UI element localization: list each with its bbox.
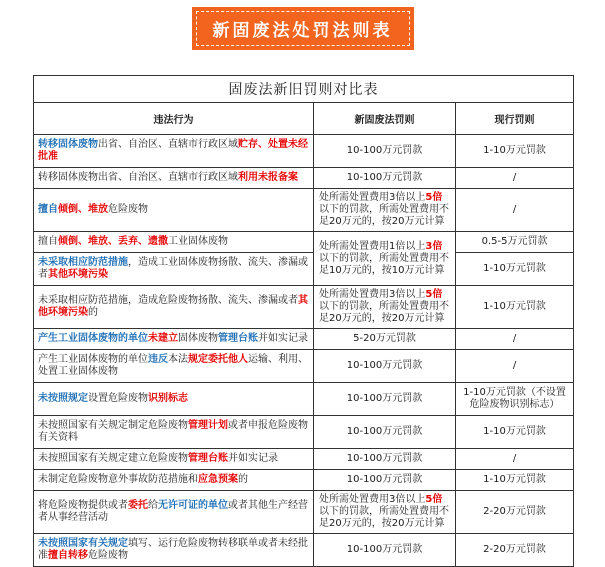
- new-penalty-cell: [314, 135, 456, 168]
- new-penalty-cell: [314, 470, 456, 491]
- table-title: 固废法新旧罚则对比表: [34, 76, 574, 103]
- text-segment-blue: 无许可证的单位: [158, 500, 228, 511]
- table-row: [34, 189, 574, 232]
- text-segment-black: 或者申报危险废物有关资料: [38, 420, 308, 443]
- text-segment-black: 工业固体废物: [168, 236, 228, 247]
- text-segment-red: 利用未报备案: [238, 172, 298, 183]
- text-segment-red: 5倍: [425, 494, 443, 505]
- text-segment-black: 固体废物: [178, 333, 218, 344]
- text-segment-black: 10-100万元罚款: [346, 172, 423, 183]
- table-row: [34, 253, 574, 286]
- page-banner: [193, 8, 413, 49]
- text-segment-black: 设置危险废物: [88, 393, 148, 404]
- table-body: [34, 76, 574, 567]
- new-penalty-cell: [314, 383, 456, 416]
- behavior-cell: [34, 416, 314, 449]
- table-row: [34, 449, 574, 470]
- behavior-cell: [34, 168, 314, 189]
- text-segment-red: 其他环境污染: [48, 269, 108, 280]
- old-penalty-cell: 1-10万元罚款（不设置危险废物识别标志）: [456, 383, 574, 416]
- behavior-cell: [34, 329, 314, 350]
- table-title-row: [34, 76, 574, 103]
- text-segment-black: 以下的罚款，所需处置费用不足20万元的，按20万元计算: [319, 204, 449, 227]
- text-segment-black: 10-100万元罚款: [346, 145, 423, 156]
- table-row: [34, 168, 574, 189]
- text-segment-red: 5倍: [425, 192, 443, 203]
- text-segment-black: 转移固体废物出省、自治区、直辖市行政区域: [38, 172, 238, 183]
- column-header-old-penalty: 现行罚则: [456, 103, 574, 135]
- text-segment-black: 以下的罚款，所需处置费用不足20万元的，按20万元计算: [319, 506, 449, 529]
- text-segment-black: 将危险废物提供或者: [38, 500, 128, 511]
- text-segment-red: 5倍: [425, 289, 443, 300]
- text-segment-blue: 未按照规定: [38, 393, 88, 404]
- text-segment-blue: 违反: [148, 354, 168, 365]
- text-segment-black: 危险废物: [88, 550, 128, 561]
- behavior-cell: [34, 189, 314, 232]
- new-penalty-cell: [314, 491, 456, 534]
- text-segment-black: 填写、运行危险废物转移联单或者未经批准: [38, 538, 308, 561]
- text-segment-red: 管理台账: [188, 453, 228, 464]
- text-segment-red: 3倍: [425, 240, 443, 252]
- text-segment-red: 其他环境污染: [38, 295, 308, 318]
- column-header-new-penalty: 新固废法罚则: [314, 103, 456, 135]
- new-penalty-cell: [314, 232, 456, 286]
- old-penalty-cell: /: [456, 189, 574, 232]
- text-segment-black: 以下的罚款，所需处置费用不足20万元的，按20万元计算: [319, 301, 449, 324]
- text-segment-black: 或者其他生产经营者从事经营活动: [38, 500, 308, 523]
- banner-title: 新固废法处罚法则表: [196, 11, 410, 46]
- table-row: [34, 416, 574, 449]
- old-penalty-cell: 2-20万元罚款: [456, 491, 574, 534]
- text-segment-black: 5-20万元罚款: [353, 333, 416, 344]
- table-row: [34, 383, 574, 416]
- table-row: [34, 534, 574, 567]
- text-segment-black: 10-100万元罚款: [346, 474, 423, 485]
- text-segment-black: 10-100万元罚款: [346, 544, 423, 555]
- text-segment-black: 10-100万元罚款: [346, 453, 423, 464]
- behavior-cell: [34, 350, 314, 383]
- comparison-table: [33, 75, 574, 567]
- old-penalty-cell: 0.5-5万元罚款: [456, 232, 574, 253]
- text-segment-black: 的: [88, 307, 98, 318]
- behavior-cell: [34, 491, 314, 534]
- text-segment-black: 出省、自治区、直辖市行政区域: [98, 139, 238, 150]
- new-penalty-cell: [314, 329, 456, 350]
- behavior-cell: [34, 232, 314, 253]
- text-segment-black: 处所需处置费用3倍以上: [319, 494, 426, 505]
- table-row: [34, 286, 574, 329]
- text-segment-black: 处所需处置费用3倍以上: [319, 192, 426, 203]
- text-segment-black: 10-100万元罚款: [346, 360, 423, 371]
- text-segment-blue: 未按照国家有关规定: [38, 538, 128, 549]
- table-row: [34, 470, 574, 491]
- text-segment-black: 产生工业固体废物的单位: [38, 354, 148, 365]
- text-segment-red: 倾倒、堆放、丢弃、遗撒: [58, 236, 168, 247]
- new-penalty-cell: [314, 168, 456, 189]
- text-segment-black: 并如实记录: [228, 453, 278, 464]
- text-segment-black: 10-100万元罚款: [346, 426, 423, 437]
- text-segment-red: 贮存、处置未经批准: [38, 139, 308, 162]
- text-segment-black: 本法: [168, 354, 188, 365]
- new-penalty-cell: [314, 449, 456, 470]
- text-segment-blue: 转移固体废物: [38, 139, 98, 150]
- table-row: [34, 350, 574, 383]
- text-segment-black: 危险废物: [108, 204, 148, 215]
- table-row: [34, 329, 574, 350]
- old-penalty-cell: /: [456, 350, 574, 383]
- text-segment-black: 处所需处置费用1倍以上: [319, 240, 426, 252]
- text-segment-red: 倾倒、堆放: [58, 204, 108, 215]
- text-segment-blue: 未采取相应防范措施: [38, 257, 128, 268]
- new-penalty-cell: [314, 350, 456, 383]
- behavior-cell: [34, 383, 314, 416]
- new-penalty-cell: [314, 416, 456, 449]
- column-header-behavior: 违法行为: [34, 103, 314, 135]
- text-segment-black: 处所需处置费用3倍以上: [319, 289, 426, 300]
- text-segment-black: 以下的罚款，所需处置费用不足10万元的，按10万元计算: [319, 252, 449, 276]
- text-segment-red: 规定委托他人: [188, 354, 248, 365]
- text-segment-red: 委托: [128, 500, 148, 511]
- text-segment-black: 未按照国家有关规定建立危险废物: [38, 453, 188, 464]
- old-penalty-cell: /: [456, 449, 574, 470]
- behavior-cell: [34, 534, 314, 567]
- new-penalty-cell: [314, 286, 456, 329]
- text-segment-red: 管理计划: [188, 420, 228, 431]
- text-segment-black: 运输、利用、处置工业固体废物: [38, 354, 308, 377]
- table-row: [34, 232, 574, 253]
- text-segment-blue: 管理台账: [218, 333, 258, 344]
- text-segment-red: 识别标志: [148, 393, 188, 404]
- text-segment-black: 10-100万元罚款: [346, 393, 423, 404]
- text-segment-red: 擅自转移: [48, 550, 88, 561]
- text-segment-black: 未采取相应防范措施，造成危险废物扬散、流失、渗漏或者: [38, 295, 298, 306]
- text-segment-black: 给: [148, 500, 158, 511]
- old-penalty-cell: 1-10万元罚款: [456, 286, 574, 329]
- behavior-cell: [34, 253, 314, 286]
- old-penalty-cell: 1-10万元罚款: [456, 253, 574, 286]
- old-penalty-cell: 1-10万元罚款: [456, 416, 574, 449]
- behavior-cell: [34, 286, 314, 329]
- table-header-row: [34, 103, 574, 135]
- text-segment-blue: 擅自: [38, 204, 58, 215]
- new-penalty-cell: [314, 189, 456, 232]
- old-penalty-cell: /: [456, 168, 574, 189]
- text-segment-black: 并如实记录: [258, 333, 308, 344]
- new-penalty-cell: [314, 534, 456, 567]
- text-segment-black: ，造成工业固体废物扬散、流失、渗漏或者: [38, 257, 308, 280]
- comparison-table-wrapper: [33, 75, 573, 567]
- old-penalty-cell: 1-10万元罚款: [456, 135, 574, 168]
- text-segment-red: 应急预案: [198, 474, 238, 485]
- behavior-cell: [34, 449, 314, 470]
- text-segment-black: 的: [238, 474, 248, 485]
- text-segment-black: 未制定危险废物意外事故防范措施和: [38, 474, 198, 485]
- old-penalty-cell: 2-20万元罚款: [456, 534, 574, 567]
- behavior-cell: [34, 135, 314, 168]
- table-row: [34, 491, 574, 534]
- table-row: [34, 135, 574, 168]
- old-penalty-cell: /: [456, 329, 574, 350]
- old-penalty-cell: 1-10万元罚款: [456, 470, 574, 491]
- text-segment-black: 擅自: [38, 236, 58, 247]
- behavior-cell: [34, 470, 314, 491]
- text-segment-red: 未建立: [148, 333, 178, 344]
- text-segment-black: 未按照国家有关规定制定危险废物: [38, 420, 188, 431]
- text-segment-blue: 产生工业固体废物的单位: [38, 333, 148, 344]
